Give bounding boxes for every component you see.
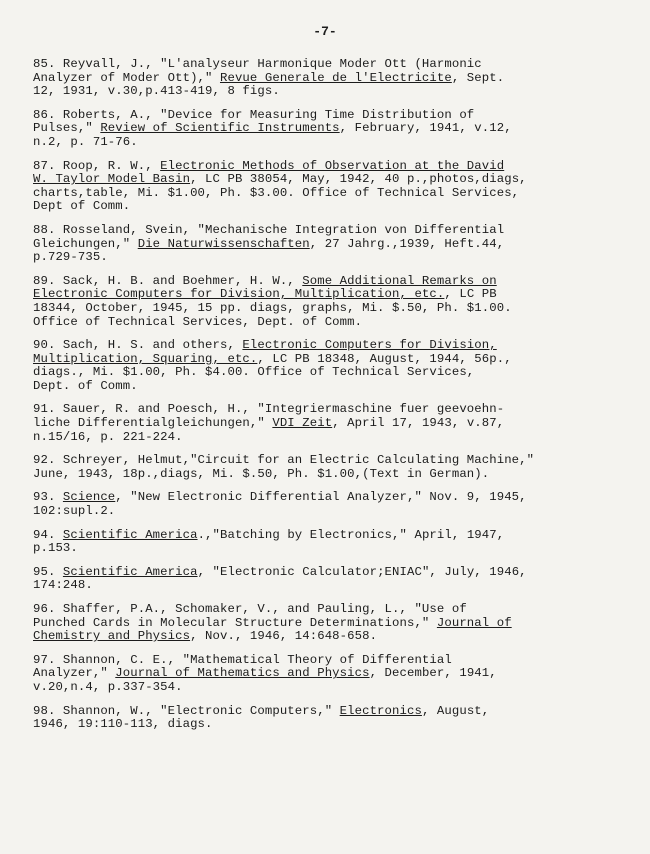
- entry-text: , April 17, 1943, v.87, n.15/16, p. 221-224.: [33, 416, 505, 444]
- entry-text: 96. Shaffer, P.A., Schomaker, V., and Pauling, L., "Use of Punched Cards in Molecular Structure Determinations,": [33, 602, 467, 630]
- bibliography-entry: [33, 160, 633, 214]
- entry-text: 97. Shannon, C. E., "Mathematical Theory of Differential Analyzer,": [33, 652, 452, 681]
- entry-title-underlined: Electronic Computers for Division, Multiplication, Squaring, etc.: [33, 338, 497, 366]
- entry-text: 91. Sauer, R. and Poesch, H., "Integriermaschine fuer geevoehn- liche Differentialgleichungen,": [33, 402, 505, 431]
- entry-text: , "Electronic Calculator;ENIAC", July, 1946, 174:248.: [33, 564, 527, 593]
- entry-text: , Sept. 12, 1931, v.30,p.413-419, 8 figs.: [33, 70, 505, 99]
- entry-text: 98. Shannon, W., "Electronic Computers,": [33, 703, 340, 718]
- entry-text: 87. Roop, R. W.,: [33, 158, 161, 173]
- bibliography-entry: [33, 603, 633, 644]
- entry-title-underlined: Journal of Mathematics and Physics: [115, 666, 370, 681]
- bibliography-entry: [33, 339, 633, 393]
- entry-title-underlined: Scientific America: [62, 527, 198, 542]
- entry-text: , LC PB 18344, October, 1945, 15 pp. diags, graphs, Mi. $.50, Ph. $1.00. Office of Technical Services, Dept. of Comm.: [33, 287, 512, 329]
- bibliography-entry: [33, 566, 633, 593]
- entry-text: , February, 1941, v.12, n.2, p. 71-76.: [33, 121, 512, 149]
- bibliography-entry: [33, 654, 633, 695]
- entry-text: , Nov., 1946, 14:648-658.: [190, 629, 378, 644]
- bibliography-entry: [33, 275, 633, 329]
- entry-text: 92. Schreyer, Helmut,"Circuit for an Electric Calculating Machine," June, 1943, 18p.,diags, Mi. $.50, Ph. $1.00,(Text in German).: [33, 453, 535, 481]
- entry-text: 93.: [33, 490, 63, 505]
- entry-text: 90. Sach, H. S. and others,: [33, 338, 243, 353]
- entry-title-underlined: Science: [62, 490, 116, 505]
- entry-text: 88. Rosseland, Svein, "Mechanische Integration von Differential Gleichungen,": [33, 222, 505, 251]
- entry-title-underlined: Electronics: [339, 703, 422, 718]
- bibliography-list: [33, 58, 633, 742]
- entry-title-underlined: Journal of Chemistry and Physics: [33, 615, 512, 644]
- bibliography-entry: [33, 109, 633, 150]
- bibliography-entry: [33, 529, 633, 556]
- entry-text: , "New Electronic Differential Analyzer," Nov. 9, 1945, 102:supl.2.: [33, 490, 527, 519]
- entry-text: 86. Roberts, A., "Device for Measuring Time Distribution of Pulses,": [33, 107, 475, 136]
- entry-title-underlined: Review of Scientific Instruments: [100, 121, 340, 136]
- entry-text: , August, 1946, 19:110-113, diags.: [33, 703, 490, 732]
- entry-title-underlined: Die Naturwissenschaften: [137, 236, 310, 251]
- entry-text: 95.: [33, 564, 63, 579]
- entry-text: 94.: [33, 527, 63, 542]
- bibliography-entry: [33, 58, 633, 99]
- bibliography-entry: [33, 454, 633, 481]
- entry-text: 85. Reyvall, J., "L'analyseur Harmonique Moder Ott (Harmonic Analyzer of Moder Ott),": [33, 57, 482, 85]
- entry-text: , December, 1941, v.20,n.4, p.337-354.: [33, 666, 497, 694]
- entry-text: , LC PB 38054, May, 1942, 40 p.,photos,diags, charts,table, Mi. $1.00, Ph. $3.00. Office of Technical Services, Dept of Comm.: [33, 172, 527, 214]
- entry-text: , LC PB 18348, August, 1944, 56p., diags., Mi. $1.00, Ph. $4.00. Office of Technical Services, Dept. of Comm.: [33, 351, 512, 393]
- entry-title-underlined: Scientific America: [62, 564, 198, 579]
- entry-text: , 27 Jahrg.,1939, Heft.44, p.729-735.: [33, 236, 505, 265]
- bibliography-entry: [33, 705, 633, 732]
- entry-title-underlined: Some Additional Remarks on Electronic Computers for Division, Multiplication, etc.: [33, 273, 497, 302]
- entry-title-underlined: VDI Zeit: [272, 416, 333, 431]
- bibliography-entry: [33, 491, 633, 518]
- bibliography-entry: [33, 403, 633, 444]
- bibliography-entry: [33, 224, 633, 265]
- entry-text: 89. Sack, H. B. and Boehmer, H. W.,: [33, 273, 303, 288]
- entry-text: .,"Batching by Electronics," April, 1947, p.153.: [33, 527, 505, 556]
- entry-title-underlined: Revue Generale de l'Electricite: [219, 70, 452, 85]
- page-number: -7-: [313, 24, 337, 39]
- entry-title-underlined: Electronic Methods of Observation at the David W. Taylor Model Basin: [33, 158, 505, 187]
